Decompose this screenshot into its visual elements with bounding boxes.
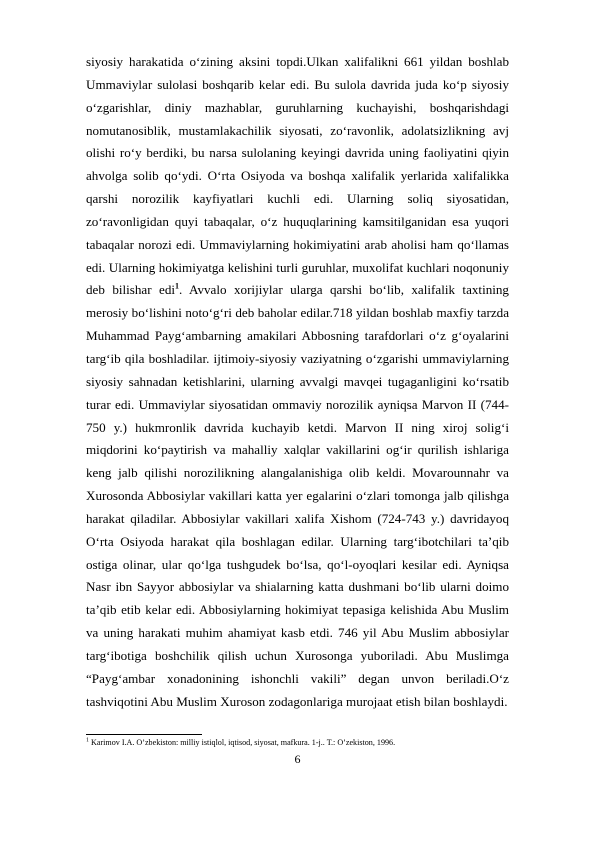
footnote-reference: 1 [175,282,180,292]
footnote-separator [86,734,202,735]
page-number: 6 [294,752,301,766]
footnote-marker: 1 [86,737,89,744]
paragraph-text-part-2: . Avvalo xorijiylar ularga qarshi bo‘lib, xalifalik taxtining merosiy bo‘lishini noto‘g‘ri deb baholar edilar.718 yildan boshlab maxfiy tarzda Muhammad Payg‘ambarning amakilari Abbosning tarafdorlari o‘z g‘oyalarini targ‘ib qila boshladilar. ijtimoiy-siyosiy vaziyatning o‘zgarishi ummaviylarning siyosiy sahnadan ketishlarini, ularning avvalgi mavqei tugaganligini ko‘rsatib turar edi. Ummaviylar siyosatidan ommaviy norozilik ayniqsa Marvon II (744-750 y.) hukmronlik davrida kuchayib ketdi. Marvon II ning xiroj solig‘i miqdorini ko‘paytirish va mahalliy xalqlar vakillarini og‘ir qurilish ishlariga keng jalb qilishi norozilikning alangalanishiga olib keldi. Movarounnahr va Xurosonda Abbosiylar vakillari katta yer egalarini o‘zlari tomonga jalb qilishga harakat qiladilar. Abbosiylar vakillari xalifa Xishom (724-743 y.) davridayoq O‘rta Osiyoda harakat qila boshlagan edilar. Ularning targ‘ibotchilari ta’qib ostiga olinar, ular qo‘lga tushgudek bo‘lsa, qo‘l-oyoqlari kesilar edi. Ayniqsa Nasr ibn Sayyor abbosiylar va shialarning katta dushmani bo‘lib ularni doimo ta’qib etib kelar edi. Abbosiylarning hokimiyat tepasiga kelishida Abu Muslim va uning harakati muhim ahamiyat kasb etdi. 746 yil Abu Muslim abbosiylar targ‘ibotiga boshchilik qilish uchun Xurosonga yuboriladi. Abu Muslimga “Payg‘ambar xonadonining ishonchli vakili” degan unvon beriladi.O‘z tashviqotini Abu Muslim Xuroson zodagonlariga murojaat etish bilan boshlaydi. [86,282,509,709]
footnote [86,737,516,748]
footnote-text: Karimov I.A. O’zbekiston: milliy istiqlol, iqtisod, siyosat, mafkura. 1-j.. T.: O’zekiston, 1996. [89,738,396,747]
main-paragraph [86,51,509,713]
paragraph-text-part-1: siyosiy harakatida o‘zining aksini topdi.Ulkan xalifalikni 661 yildan boshlab Ummaviylar sulolasi boshqarib kelar edi. Bu sulola davrida juda ko‘p siyosiy o‘zgarishlar, diniy mazhablar, guruhlarning kuchayishi, boshqarishdagi nomutanosiblik, mustamlakachilik siyosati, zo‘ravonlik, adolatsizlikning avj olishi ro‘y berdiki, bu narsa sulolaning keyingi davrida uning faoliyatini qiyin ahvolga solib qo‘ydi. O‘rta Osiyoda va boshqa xalifalik yerlarida xalifalikka qarshi norozilik kayfiyatlari kuchli edi. Ularning soliq siyosatidan, zo‘ravonligidan quyi tabaqalar, o‘z huquqlarining kamsitilganidan esa yuqori tabaqalar norozi edi. Ummaviylarning hokimiyatini arab aholisi ham qo‘llamas edi. Ularning hokimiyatga kelishini turli guruhlar, muxolifat kuchlari noqonuniy deb bilishar edi [86,54,509,298]
